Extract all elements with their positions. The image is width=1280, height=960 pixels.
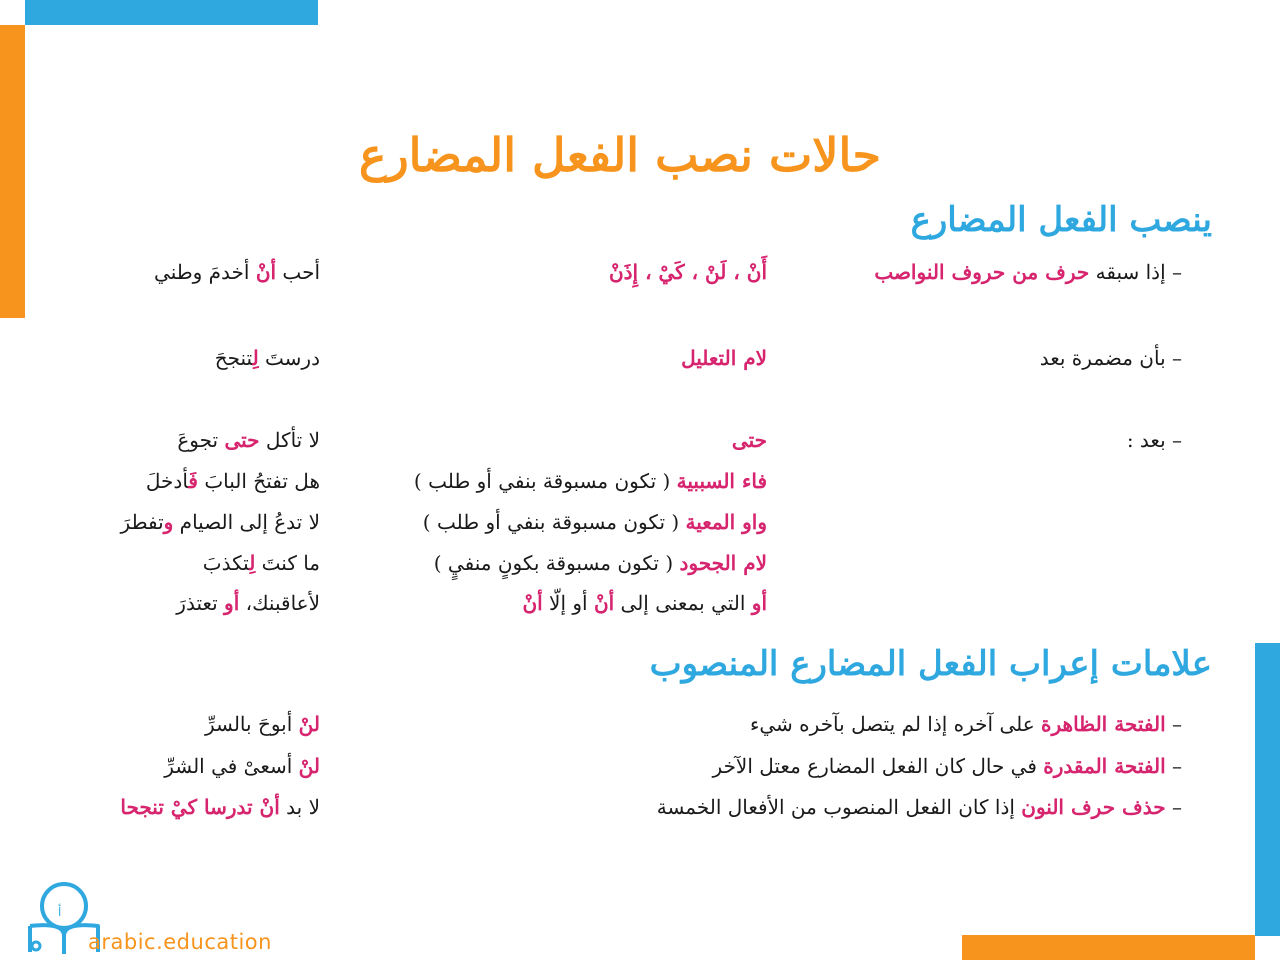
page-title: حالات نصب الفعل المضارع — [359, 128, 881, 182]
tool-cell: فاء السببية ( تكون مسبوقة بنفي أو طلب ) — [413, 469, 767, 493]
mark-desc-cell: – حذف حرف النون إذا كان الفعل المنصوب من الأفعال الخمسة — [656, 795, 1182, 819]
tool-cell: أو التي بمعنى إلى أنْ أو إلّا أنْ — [522, 591, 767, 615]
section-heading-nasb: ينصب الفعل المضارع — [910, 200, 1212, 240]
example-cell: هل تفتحُ البابَ فَأدخلَ — [145, 469, 320, 493]
example-cell: لا تدعُ إلى الصيام وتفطرَ — [120, 510, 320, 534]
example-cell: أحب أنْ أخدمَ وطني — [154, 260, 320, 284]
example-cell: درستَ لِتنجحَ — [214, 346, 320, 370]
tool-cell: لام التعليل — [681, 346, 767, 370]
example-cell: لا تأكل حتى تجوعَ — [177, 428, 320, 452]
mark-desc-cell: – الفتحة المقدرة في حال كان الفعل المضارع معتل الآخر — [712, 754, 1182, 778]
tool-cell: أَنْ ، لَنْ ، كَيْ ، إِذَنْ — [608, 260, 767, 284]
example-cell: لنْ أبوحَ بالسرِّ — [204, 712, 320, 736]
example-cell: ما كنتَ لِتكذبَ — [202, 551, 320, 575]
example-cell: لنْ أسعىْ في الشرِّ — [164, 754, 320, 778]
condition-cell: – إذا سبقه حرف من حروف النواصب — [874, 260, 1182, 284]
decor-bar-top-blue — [25, 0, 318, 25]
tool-cell: حتى — [731, 428, 767, 452]
example-cell: لأعاقبنك، أو تعتذرَ — [176, 591, 320, 615]
section-heading-marks: علامات إعراب الفعل المضارع المنصوب — [649, 644, 1212, 684]
mark-desc-cell: – الفتحة الظاهرة على آخره إذا لم يتصل بآخره شيء — [749, 712, 1182, 736]
decor-bar-bottom-orange — [962, 935, 1255, 960]
svg-text:أ: أ — [58, 905, 62, 919]
tool-cell: واو المعية ( تكون مسبوقة بنفي أو طلب ) — [422, 510, 767, 534]
brand-logo-text: arabic.education — [88, 930, 272, 954]
decor-bar-right-blue — [1255, 643, 1280, 936]
example-cell: لا بد أنْ تدرسا كيْ تنجحا — [120, 795, 320, 819]
condition-cell: – بعد : — [1126, 428, 1182, 452]
condition-cell: – بأن مضمرة بعد — [1039, 346, 1182, 370]
tool-cell: لام الجحود ( تكون مسبوقة بكونٍ منفيٍ ) — [433, 551, 767, 575]
